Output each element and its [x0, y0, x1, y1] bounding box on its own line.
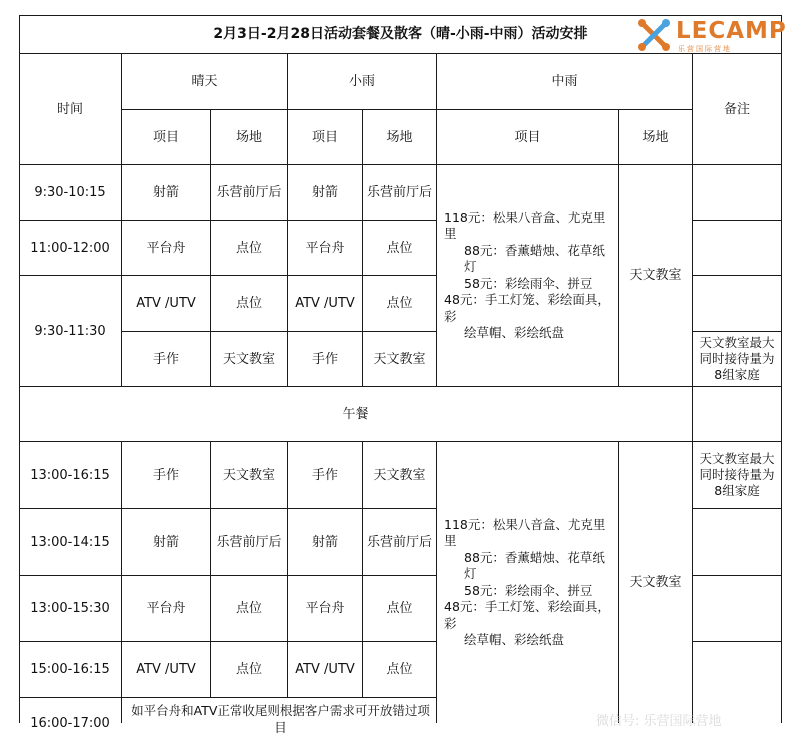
header-moderate-rain: 中雨 [551, 74, 578, 89]
morning-sunny-item-2: 平台舟 [146, 240, 186, 256]
afternoon-rain-item-3: 平台舟 [305, 601, 345, 616]
morning-moderate-rain-items [437, 165, 618, 386]
afternoon-rain-venue-1: 天文教室 [373, 467, 426, 483]
header-sunny-item: 项目 [152, 129, 179, 145]
morning-time-2: 11:00-12:00 [30, 240, 110, 256]
afternoon-time-3: 13:00-15:30 [30, 601, 110, 616]
last-row-time-text: 16:00-17:00 [30, 716, 110, 731]
header-light-rain: 小雨 [348, 74, 375, 89]
afternoon-moderate-item-2: 88元：香薰蜡烛、花草纸灯 [464, 549, 605, 581]
afternoon-sunny-venue-1: 天文教室 [222, 467, 275, 483]
morning-moderate-rain-venue: 天文教室 [629, 268, 682, 283]
morning-sunny-item-1: 射箭 [152, 185, 179, 200]
header-moderate-rain-venue: 场地 [642, 129, 669, 145]
header-sunny-venue: 场地 [235, 129, 262, 145]
header-time: 时间 [56, 101, 83, 117]
afternoon-time-2: 13:00-14:15 [30, 534, 110, 550]
afternoon-rain-venue-2: 乐营前厅后 [366, 534, 432, 550]
last-row-note: 如平台舟和ATV正常收尾则根据客户需求可开放错过项目 [131, 703, 430, 735]
table-line [692, 220, 782, 221]
morning-moderate-item-4: 48元：手工灯笼、彩绘面具，彩 [444, 292, 610, 324]
lunch-row: 午餐 [342, 406, 369, 422]
afternoon-rain-item-1: 手作 [311, 467, 338, 483]
afternoon-moderate-item-4: 48元：手工灯笼、彩绘面具，彩 [444, 599, 610, 631]
afternoon-sunny-venue-4: 点位 [235, 662, 262, 677]
afternoon-moderate-rain-venue: 天文教室 [629, 575, 682, 590]
morning-rain-venue-3: 点位 [386, 296, 413, 311]
afternoon-rain-venue-4: 点位 [386, 662, 413, 677]
table-border-right [781, 15, 782, 723]
afternoon-moderate-item-3: 58元：彩绘雨伞、拼豆 [464, 582, 593, 598]
table-line [692, 575, 782, 576]
afternoon-moderate-rain-list [437, 517, 618, 649]
morning-rain-venue-4: 天文教室 [373, 351, 426, 367]
morning-rain-item-1: 射箭 [311, 185, 338, 200]
lecamp-logo-icon [636, 17, 672, 53]
page-title: 2月3日-2月28日活动套餐及散客（晴-小雨-中雨）活动安排 [213, 26, 588, 42]
morning-remark-4: 天文教室最大同时接待量为8组家庭 [699, 335, 775, 382]
morning-moderate-item-5: 绘草帽、彩绘纸盘 [464, 325, 565, 340]
morning-sunny-venue-2: 点位 [235, 240, 262, 256]
header-remarks: 备注 [723, 101, 750, 117]
afternoon-time-1: 13:00-16:15 [30, 467, 110, 483]
header-sunny: 晴天 [191, 74, 218, 89]
header-light-rain-item: 项目 [311, 129, 338, 145]
morning-moderate-item-2: 88元：香薰蜡烛、花草纸灯 [464, 242, 605, 274]
morning-sunny-item-3: ATV /UTV [136, 296, 196, 311]
morning-rain-venue-2: 点位 [386, 240, 413, 256]
header-moderate-rain-item: 项目 [514, 129, 541, 145]
morning-sunny-venue-1: 乐营前厅后 [216, 185, 282, 200]
morning-rain-venue-1: 乐营前厅后 [366, 185, 432, 200]
morning-rain-item-3: ATV /UTV [295, 296, 355, 311]
afternoon-sunny-venue-2: 乐营前厅后 [216, 534, 282, 550]
logo-text: LECAMP [676, 18, 787, 44]
afternoon-sunny-item-4: ATV /UTV [136, 662, 196, 677]
afternoon-time-4: 15:00-16:15 [30, 662, 110, 677]
header-light-rain-venue: 场地 [386, 129, 413, 145]
table-line [692, 508, 782, 509]
morning-sunny-venue-4: 天文教室 [222, 351, 275, 367]
morning-time-3: 9:30-11:30 [34, 323, 106, 339]
morning-sunny-venue-3: 点位 [235, 296, 262, 311]
afternoon-remark-1: 天文教室最大同时接待量为8组家庭 [699, 451, 775, 498]
afternoon-sunny-item-3: 平台舟 [146, 601, 186, 616]
morning-moderate-item-1: 118元：松果八音盒、尤克里里 [444, 209, 606, 241]
table-line [692, 641, 782, 642]
afternoon-sunny-venue-3: 点位 [235, 601, 262, 616]
morning-rain-item-4: 手作 [311, 351, 338, 367]
morning-moderate-item-3: 58元：彩绘雨伞、拼豆 [464, 275, 593, 291]
morning-moderate-rain-list [437, 210, 618, 342]
afternoon-rain-item-2: 射箭 [311, 534, 338, 550]
afternoon-moderate-rain-items [437, 442, 618, 723]
last-row-time [19, 698, 121, 731]
watermark: 微信号: 乐营国际营地 [596, 714, 722, 729]
afternoon-sunny-item-2: 射箭 [152, 534, 179, 550]
afternoon-moderate-item-1: 118元：松果八音盒、尤克里里 [444, 516, 606, 548]
table-line [692, 275, 782, 276]
morning-rain-item-2: 平台舟 [305, 240, 345, 256]
morning-time-1: 9:30-10:15 [34, 185, 106, 200]
logo-subtitle: 乐营国际营地 [678, 45, 732, 53]
afternoon-sunny-item-1: 手作 [152, 467, 179, 483]
morning-sunny-item-4: 手作 [152, 351, 179, 367]
afternoon-rain-item-4: ATV /UTV [295, 662, 355, 677]
lecamp-logo [636, 17, 786, 57]
afternoon-moderate-item-5: 绘草帽、彩绘纸盘 [464, 632, 565, 647]
afternoon-rain-venue-3: 点位 [386, 601, 413, 616]
